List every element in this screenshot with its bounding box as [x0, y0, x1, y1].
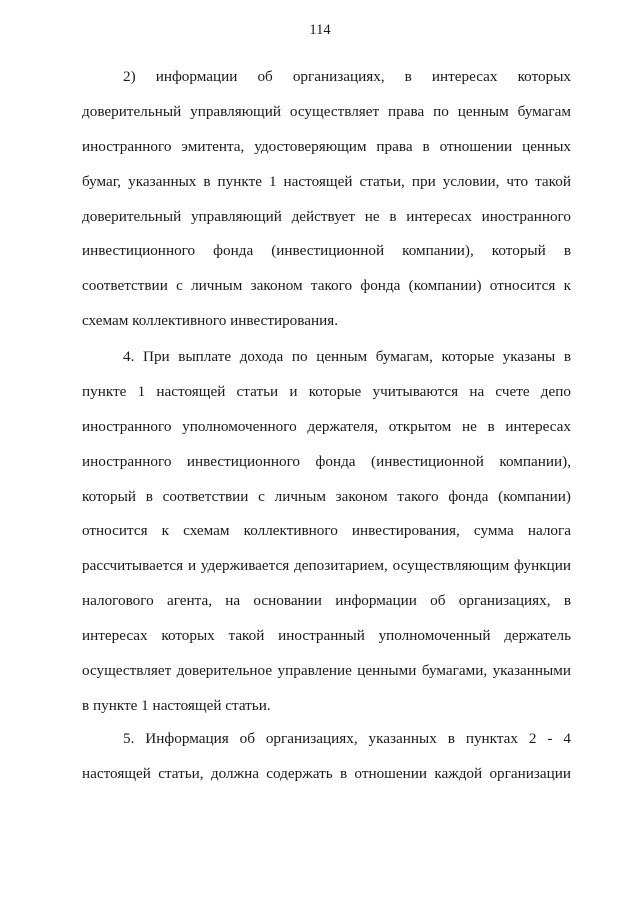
text-line: инвестиционного фонда (инвестиционной компании), который в [82, 242, 571, 260]
text-line: соответствии с личным законом такого фонда (компании) относится к [82, 277, 571, 295]
text-line: бумаг, указанных в пункте 1 настоящей статьи, при условии, что такой [82, 172, 571, 190]
text-line: доверительный управляющий осуществляет права по ценным бумагам [82, 102, 571, 120]
text-line: осуществляет доверительное управление ценными бумагами, указанными [82, 662, 571, 680]
text-line: иностранного инвестиционного фонда (инвестиционной компании), [82, 452, 571, 470]
paragraph-4 [82, 340, 571, 724]
text-line: схемам коллективного инвестирования. [82, 312, 339, 330]
text-line: 5. Информация об организациях, указанных в пунктах 2 - 4 [123, 730, 571, 747]
text-line: интересах которых такой иностранный уполномоченный держатель [82, 627, 571, 645]
page-number: 114 [309, 22, 331, 38]
text-line: иностранного эмитента, удостоверяющим права в отношении ценных [82, 137, 571, 155]
text-line: 4. При выплате дохода по ценным бумагам, которые указаны в [123, 348, 571, 365]
text-line: иностранного уполномоченного держателя, открытом не в интересах [82, 417, 571, 435]
text-line: который в соответствии с личным законом такого фонда (компании) [82, 487, 571, 505]
text-line: относится к схемам коллективного инвестирования, сумма налога [82, 522, 571, 540]
text-line: налогового агента, на основании информации об организациях, в [82, 592, 571, 610]
text-line: в пункте 1 настоящей статьи. [82, 696, 271, 714]
text-line: пункте 1 настоящей статьи и которые учитываются на счете депо [82, 382, 571, 400]
paragraph-2 [82, 60, 571, 339]
text-line: рассчитывается и удерживается депозитарием, осуществляющим функции [82, 557, 571, 575]
text-line: доверительный управляющий действует не в интересах иностранного [82, 207, 571, 225]
paragraph-5 [82, 722, 571, 792]
text-line: настоящей статьи, должна содержать в отношении каждой организации [82, 764, 571, 782]
text-line: 2) информации об организациях, в интересах которых [123, 68, 571, 85]
